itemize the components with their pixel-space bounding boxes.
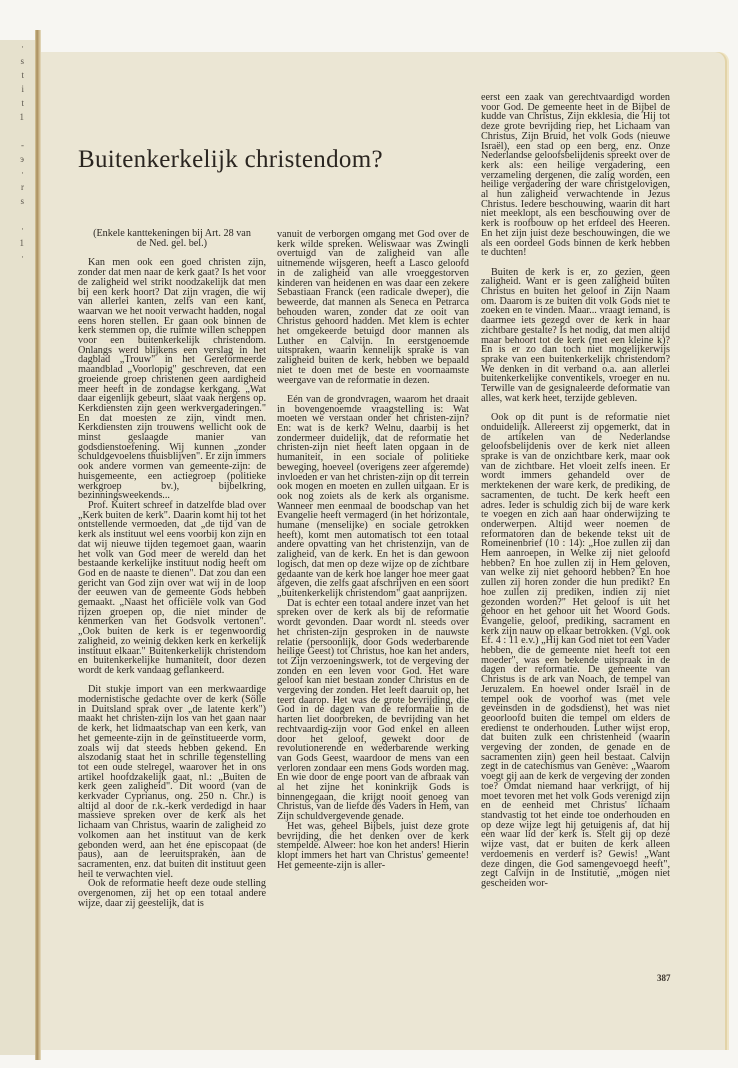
column-2 [277, 230, 469, 870]
previous-page-fragment: s [20, 196, 24, 206]
article-title: Buitenkerkelijk christendom? [78, 146, 383, 173]
column-1 [78, 229, 266, 909]
column-3 [481, 93, 670, 889]
previous-page-fragment: t [21, 98, 24, 108]
previous-page-fragment: · [21, 224, 24, 234]
previous-page-fragment: · [21, 42, 24, 52]
paragraph: Dit stukje import van een merkwaardige modernistische gedachte over de kerk (Sölle in Duitsland sprak over „de latente kerk") maakt het christen-zijn los van het gaan naar de kerk, het lidmaatschap van een kerk, van het gemeente-zijn in de geïnstitueerde vorm, zoals wij dat steeds hebben gekend. En alszodanig staat het in schrille tegenstelling tot een oude stelregel, waarover het in ons artikel hoofdzakelijk gaat, nl.: „Buiten de kerk geen zaligheid". Dit woord (van de kerkvader Cyprianus, ong. 250 n. Chr.) is altijd al door de r.k.-kerk verdedigd in haar massieve spreken over de kerk als het lichaam van Christus, waarin de zaligheid zo volkomen aan het instituut van de kerk gebonden werd, aan het éne episcopaat (de paus), aan de leeruitspraken, aan de sacramenten, enz. dat buiten dit instituut geen heil te verwachten viel. [78, 684, 266, 880]
paragraph: eerst een zaak van gerechtvaardigd worden voor God. De gemeente heet in de Bijbel de kudde van Christus, Zijn ekklesia, die Hij tot deze grote bevrijding riep, het Lichaam van Christus, Zijn Bruid, het volk Gods (nieuwe Israël), een stad op een berg, enz. Onze Nederlandse geloofsbelijdenis spreekt over de kerk als: een heilige vergadering, een verzameling dergenen, die zalig worden, een heilige vergadering der ware christgelovigen, al hun zaligheid verwachtende in Jezus Christus. Iedere beschouwing, waarin dit hart niet meeklopt, als een beschouwing over de kerk is roofbouw op het erfdeel des Heeren. En het zijn juist deze beschouwingen, die we als een oordeel Gods binnen de kerk hebben te duchten! [481, 92, 670, 259]
page-number: 387 [657, 973, 671, 983]
paragraph: Dat is echter een totaal andere inzet van het spreken over de kerk als bij de reformatie wordt gevonden. Daar wordt nl. steeds over het christen-zijn gesproken in de nauwste relatie (persoonlijk, door Gods wederbarende heilige Geest) tot Christus, hoe kan het anders, tot Zijn verzoeningswerk, tot de vergeving der zonden en een leven voor God. Het ware geloof kan niet bestaan zonder Christus en de vergeving der zonden. Het leeft daaruit op, het teert daarop. Het was de grote bevrijding, die God in de dagen van de reformatie in de harten liet doorbreken, de bevrijding van het rechtvaardig-zijn voor God enkel en alleen door het geloof, gewekt door de revolutionerende en wederbarende werking van Gods Geest, waardoor de mens van een verloren zondaar een mens Gods worden mag. En wie door de enge poort van de afbraak van al het zijne het koninkrijk Gods is binnengegaan, die krijgt nooit genoeg van Christus, van de liefde des Vaders in Hem, van Zijn schuldvergevende genade. [277, 597, 469, 823]
previous-page-fragment: э [20, 154, 24, 164]
previous-page-fragment: s [20, 56, 24, 66]
paragraph: Buiten de kerk is er, zo gezien, geen zaligheid. Want er is geen zaligheid buiten Christus en buiten het geloof in Zijn Naam om. Daarom is ze buiten dit volk Gods niet te zoeken en te vinden. Maar... vraagt iemand, is daarmee iets gezegd over de kerk in haar zichtbare gestalte? Is het nodig, dat men altijd maar behoort tot de kerk (met een kleine k)? En is er zo dan toch niet mogelijkerwijs sprake van een buitenkerkelijk christendom? We denken in dit verband o.a. aan allerlei buitenkerkelijke conventikels, vroeger en nu. Terwille van de gesignaleerde deformatie van alles, wat kerk heet, terzijde gebleven. [481, 266, 670, 404]
previous-page-fragment: - [21, 140, 24, 150]
paragraph: Het was, geheel Bijbels, juist deze grote bevrijding, die het denken over de kerk stempelde. Alweer: hoe kon het anders! Hierin klopt immers het hart van Christus' gemeente! Het gemeente-zijn is aller- [277, 820, 469, 871]
previous-page-fragment: i [21, 84, 24, 94]
previous-page-fragment [4, 124, 24, 138]
paragraph: Kan men ook een goed christen zijn, zonder dat men naar de kerk gaat? Is het voor de zaligheid wel strikt noodzakelijk dat men bij een kerk hoort? Dat zijn vragen, die wij van allerlei kanten, zelfs van een kant, waarvan we het nooit verwacht hadden, nogal eens horen stellen. Er gaan ook binnen de kerk stemmen op, die ruimte willen scheppen voor een buitenkerkelijk christendom. Onlangs werd blijkens een verslag in het dagblad „Trouw" in het Gereformeerde maandblad „Voorlopig" geschreven, dat een groeiende groep christenen geen aardigheid meer heeft in de zondagse kerkgang. „Wat daar eigenlijk gebeurt, slaat vaak nergens op. Kerkdiensten zijn geen werkvergaderingen." En dat moesten ze zijn, vindt men. Kerkdiensten zijn trouwens wellicht ook de minst geslaagde manier van godsdienstoefening. Wij kunnen „zonder schuldgevoelens thuisblijven". Er zijn immers ook andere vormen van gemeente-zijn: de huisgemeente, een actiegroep (politieke werkgroep bv.), bijbelkring, bezinningsweekends... [78, 257, 266, 502]
paragraph: Prof. Kuitert schreef in datzelfde blad over „Kerk buiten de kerk". Daarin komt hij tot het ontstellende vermoeden, dat „de tijd van de kerk als instituut wel eens voorbij kon zijn en dat wij nieuwe tijden tegemoet gaan, waarin het volk van God meer de wereld dan het bestaande kerkelijke instituut nodig heeft om God en de naaste te dienen". Dat zou dan een gericht van God zijn over wat wij in de loop der eeuwen van de gemeente Gods hebben gemaakt. „Naast het officiële volk van God rijzen groepen op, die niet minder de kenmerken van het Godsvolk vertonen". „Ook buiten de kerk is er tegenwoordig zaligheid, zo weinig dekken kerk en kerkelijk instituut elkaar." Buitenkerkelijk christendom en buitenkerkelijke humaniteit, door dezen wordt de kerk vandaag geflankeerd. [78, 499, 266, 676]
previous-page-fragment [4, 208, 24, 222]
article-subtitle: (Enkele kanttekeningen bij Art. 28 van de Ned. gel. bel.) [93, 228, 251, 249]
previous-page-fragment: · [21, 168, 24, 178]
paragraph: Ook op dit punt is de reformatie niet onduidelijk. Allereerst zij opgemerkt, dat in de artikelen van de Nederlandse geloofsbelijdenis over de kerk niet alleen sprake is van de onzichtbare kerk, maar ook van de zichtbare. Het vloeit zelfs ineen. Er wordt immers gehandeld over de merktekenen der ware kerk, de prediking, de sacramenten, de tucht. De kerk heeft een adres. Ieder is schuldig zich bij de ware kerk te voegen en zich aan haar onderwijzing te onderwerpen. Altijd weer noemen de reformatoren dan de bekende tekst uit de Romeinenbrief (10 : 14): „Hoe zullen zij dan Hem aanroepen, in Welke zij niet geloofd hebben? En hoe zullen zij in Hem geloven, van welke zij niet gehoord hebben? En hoe zullen zij horen zonder die hun predikt? En hoe zullen zij prediken, indien zij niet gezonden worden?" Het geloof is uit het gehoor en het gehoor uit het Woord Gods. Evangelie, geloof, prediking, sacrament en kerk zijn nauw op elkaar betrokken. (Vgl. ook Ef. 4 : 11 e.v.) „Hij kan God niet tot een Vader hebben, die de gemeente niet heeft tot een moeder", was een bekende uitspraak in de dagen der reformatie. De gemeente van Christus is de ark van Noach, de tempel van Jeruzalem. En hoewel onder Israël in de tempel ook de voorhof was (met vele geveinsden in de godsdienst), het was niet geoorloofd buiten die tempel om elders de eredienst te onderhouden. Luther wijst erop, dat buiten zulk een christenheid (waarin vergeving der zonden, de genade en de sacramenten zijn) geen heil bestaat. Calvijn zegt in de catechismus van Genève: „Waarom voegt gij aan de kerk de vergeving der zonden toe? Omdat niemand haar verkrijgt, of hij moet tevoren met het volk Gods verenigd zijn en de eenheid met Christus' lichaam standvastig tot het einde toe onderhouden en op deze wijze legt hij getuigenis af, dat hij een waar lid der kerk is. Stelt gij op deze wijze vast, dat er buiten de kerk alleen verdoemenis en verderf is? Gewis! „Want deze dingen, die God samengevoegd heeft", zegt Calvijn in de Institutie, „mogen niet gescheiden wor- [481, 412, 670, 889]
previous-page-fragment: t [21, 70, 24, 80]
paragraph: Ook de reformatie heeft deze oude stelling overgenomen, zij het op een totaal andere wijze, daar zij geestelijk, dat is [78, 878, 266, 909]
paragraph: Eén van de grondvragen, waarom het draait in bovengenoemde vraagstelling is: Wat moeten we verstaan onder het christen-zijn? En: wat is de kerk? Welnu, daarbij is het zondermeer duidelijk, dat de reformatie het christen-zijn niet heeft laten opgaan in de humaniteit, in een sociale of politieke beweging, hoeveel (overigens zeer afgeremde) invloeden er van het christen-zijn op dit terrein ook mogen en moeten en zullen uitgaan. Er is ook nog zoiets als de kerk als organisme. Wanneer men eenmaal de boodschap van het Evangelie heeft vermagerd (in het horizontale, humane (menselijke) en sociale getrokken heeft), komt men automatisch tot een totaal andere opvatting van het christenzijn, van de zaligheid, van de kerk. En het is dan gewoon logisch, dat men op deze wijze op de zichtbare gedaante van de kerk hoe langer hoe meer gaat afgeven, die zelfs gaat afschrijven en een soort „buitenkerkelijk christendom" gaat aanprijzen. [277, 393, 469, 599]
previous-page-fragment: · [21, 252, 24, 262]
previous-page-fragment: 1 [19, 238, 24, 248]
paragraph: vanuit de verborgen omgang met God over de kerk wilde spreken. Weliswaar was Zwingli overtuigd van de zaligheid van alle uitnemende wijsgeren, heeft a Lasco geloofd in de zaligheid van alle vroeggestorven kinderen van heidenen en was daar een zekere Sebastiaan Franck (een radicale dweper), die beweerde, dat mannen als Seneca en Petrarca behouden waren, zonder dat ze ooit van Christus gehoord hadden. Met klem is echter het omgekeerde betuigd door mannen als Luther en Calvijn. In eerstgenoemde uitspraken, waarin kennelijk sprake is van zaligheid buiten de kerk, hebben we bepaald niet te doen met de beste en voornaamste weergave van de reformatie in dezen. [277, 229, 469, 386]
previous-page-text-fragments [4, 40, 24, 264]
previous-page-fragment: 1 [19, 112, 24, 122]
previous-page-fragment: r [21, 182, 24, 192]
